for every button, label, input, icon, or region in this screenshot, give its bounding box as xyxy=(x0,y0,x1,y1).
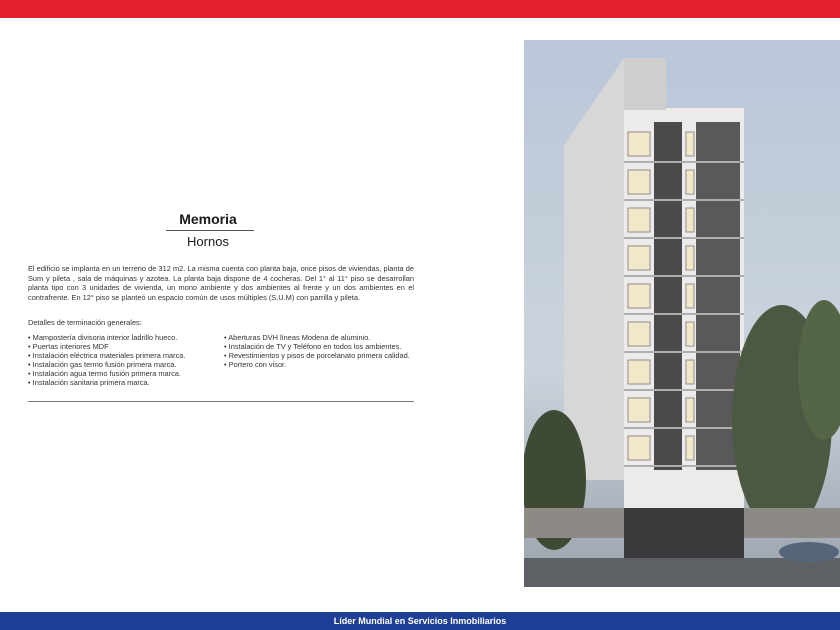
footer-tagline: Líder Mundial en Servicios Inmobiliarios xyxy=(333,616,507,626)
detail-item: • Mampostería divisoria interior ladrillo hueco. xyxy=(28,333,218,342)
detail-item: • Aberturas DVH líneas Modena de aluminio. xyxy=(224,333,411,342)
detail-item: • Instalación eléctrica materiales primera marca. xyxy=(28,351,218,360)
detail-item: • Puertas interiores MDF xyxy=(28,342,218,351)
details-list-right xyxy=(224,333,411,369)
page-subtitle: Hornos xyxy=(187,234,229,249)
detail-item: • Portero con visor. xyxy=(224,360,411,369)
building-rendering xyxy=(524,40,840,587)
title-underline xyxy=(166,230,254,231)
detail-item: • Instalación agua termo fusión primera marca. xyxy=(28,369,218,378)
details-list-left xyxy=(28,333,218,388)
detail-item: • Instalación gas termo fusión primera marca. xyxy=(28,360,218,369)
page-title: Memoria xyxy=(179,211,237,227)
project-description: El edificio se implanta en un terreno de 312 m2. La misma cuenta con planta baja, once pisos de viviendas, planta de Sum y pileta , sala de máquinas y azotea. La planta baja dispone de 4 cocheras. Del 1° al 11° piso se desarrollan planta tipo con 3 unidades de vivienda, un mono ambiente y dos ambientes al frente y un dos ambientes en el contrafrente. En 12° piso se planteó un espacio común de usos múltiples (S.U.M) con parrilla y pileta. xyxy=(28,264,414,302)
details-heading: Detalles de terminación generales: xyxy=(28,318,142,327)
detail-item: • Instalación sanitaria primera marca. xyxy=(28,378,218,387)
top-red-bar xyxy=(0,0,840,18)
section-divider xyxy=(28,401,414,402)
detail-item: • Instalación de TV y Teléfono en todos los ambientes. xyxy=(224,342,411,351)
detail-item: • Revestimientos y pisos de porcelanato primera calidad. xyxy=(224,351,411,360)
